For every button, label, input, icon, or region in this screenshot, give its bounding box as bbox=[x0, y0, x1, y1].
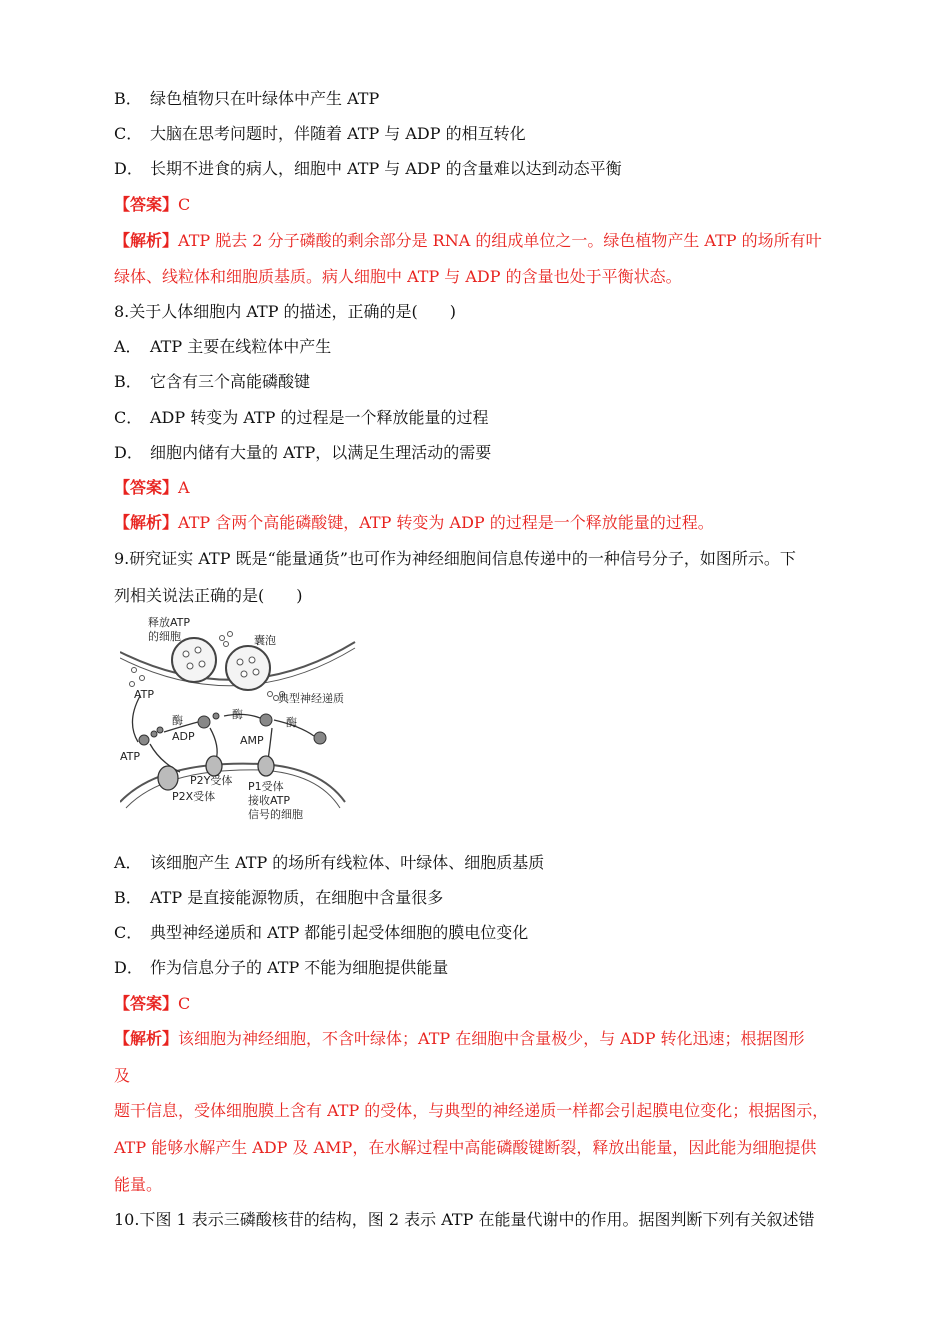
label-p1-receptor-3: 信号的细胞 bbox=[248, 808, 303, 821]
label-vesicle: 囊泡 bbox=[254, 634, 276, 647]
receiving-cell-membrane bbox=[120, 764, 345, 802]
label-release-cell-2: 的细胞 bbox=[148, 630, 181, 643]
q9-answer: 【答案】C bbox=[114, 994, 191, 1013]
q8-option-d: D． 细胞内储有大量的 ATP，以满足生理活动的需要 bbox=[114, 443, 492, 462]
label-p1-receptor-1: P1受体 bbox=[248, 780, 284, 793]
q9-analysis-line2: 及 bbox=[114, 1066, 131, 1085]
label-atp-top: ATP bbox=[134, 688, 155, 701]
q7-option-d: D． 长期不进食的病人，细胞中 ATP 与 ADP 的含量难以达到动态平衡 bbox=[114, 159, 622, 178]
label-amp: AMP bbox=[240, 734, 264, 747]
q9-analysis-line5: 能量。 bbox=[114, 1175, 163, 1194]
label-release-cell-1: 释放ATP bbox=[148, 616, 191, 629]
vesicle-left bbox=[172, 638, 216, 682]
q9-stem-line2: 列相关说法正确的是( ) bbox=[114, 586, 303, 605]
label-neurotransmitter: 典型神经递质 bbox=[278, 692, 344, 705]
label-adp: ADP bbox=[172, 730, 195, 743]
q8-option-b: B． 它含有三个高能磷酸键 bbox=[114, 372, 311, 391]
q7-analysis-line2: 绿体、线粒体和细胞质基质。病人细胞中 ATP 与 ADP 的含量也处于平衡状态。 bbox=[114, 267, 682, 286]
q8-option-a: A． ATP 主要在线粒体中产生 bbox=[114, 337, 332, 356]
q9-option-a: A． 该细胞产生 ATP 的场所有线粒体、叶绿体、细胞质基质 bbox=[114, 853, 545, 872]
atp-signaling-figure bbox=[120, 612, 360, 827]
q9-stem-line1: 9.研究证实 ATP 既是“能量通货”也可作为神经细胞间信息传递中的一种信号分子，如图所示。下 bbox=[114, 549, 796, 568]
q9-analysis-line3: 题干信息，受体细胞膜上含有 ATP 的受体，与典型的神经递质一样都会引起膜电位变化；根据图示， bbox=[114, 1101, 829, 1120]
label-atp-left: ATP bbox=[120, 750, 141, 763]
q7-analysis-line1: 【解析】ATP 脱去 2 分子磷酸的剩余部分是 RNA 的组成单位之一。绿色植物产生 ATP 的场所有叶 bbox=[114, 231, 822, 250]
q7-option-c: C． 大脑在思考问题时，伴随着 ATP 与 ADP 的相互转化 bbox=[114, 124, 526, 143]
q9-option-d: D． 作为信息分子的 ATP 不能为细胞提供能量 bbox=[114, 958, 449, 977]
label-p2y-receptor: P2Y受体 bbox=[190, 774, 233, 787]
q7-answer: 【答案】C bbox=[114, 195, 191, 214]
q8-answer: 【答案】A bbox=[114, 478, 190, 497]
q10-stem-line1: 10.下图 1 表示三磷酸核苷的结构，图 2 表示 ATP 在能量代谢中的作用。据图判断下列有关叙述错 bbox=[114, 1210, 815, 1229]
q8-analysis-line1: 【解析】ATP 含两个高能磷酸键，ATP 转变为 ADP 的过程是一个释放能量的过程。 bbox=[114, 513, 714, 532]
label-enzyme-2: 酶 bbox=[232, 708, 243, 721]
label-p1-receptor-2: 接收ATP bbox=[248, 794, 291, 807]
vesicle-right bbox=[226, 646, 270, 690]
q8-option-c: C． ADP 转变为 ATP 的过程是一个释放能量的过程 bbox=[114, 408, 489, 427]
q9-option-b: B． ATP 是直接能源物质，在细胞中含量很多 bbox=[114, 888, 444, 907]
q9-analysis-line4: ATP 能够水解产生 ADP 及 AMP，在水解过程中高能磷酸键断裂，释放出能量，因此能为细胞提供 bbox=[114, 1138, 817, 1157]
label-enzyme-3: 酶 bbox=[286, 716, 297, 729]
q9-analysis-line1: 【解析】该细胞为神经细胞，不含叶绿体；ATP 在细胞中含量极少，与 ADP 转化迅速；根据图形 bbox=[114, 1029, 805, 1048]
q9-option-c: C． 典型神经递质和 ATP 都能引起受体细胞的膜电位变化 bbox=[114, 923, 529, 942]
q7-option-b: B． 绿色植物只在叶绿体中产生 ATP bbox=[114, 89, 380, 108]
q8-stem: 8.关于人体细胞内 ATP 的描述，正确的是( ) bbox=[114, 302, 457, 321]
label-enzyme-1: 酶 bbox=[172, 714, 183, 727]
label-p2x-receptor: P2X受体 bbox=[172, 790, 216, 803]
